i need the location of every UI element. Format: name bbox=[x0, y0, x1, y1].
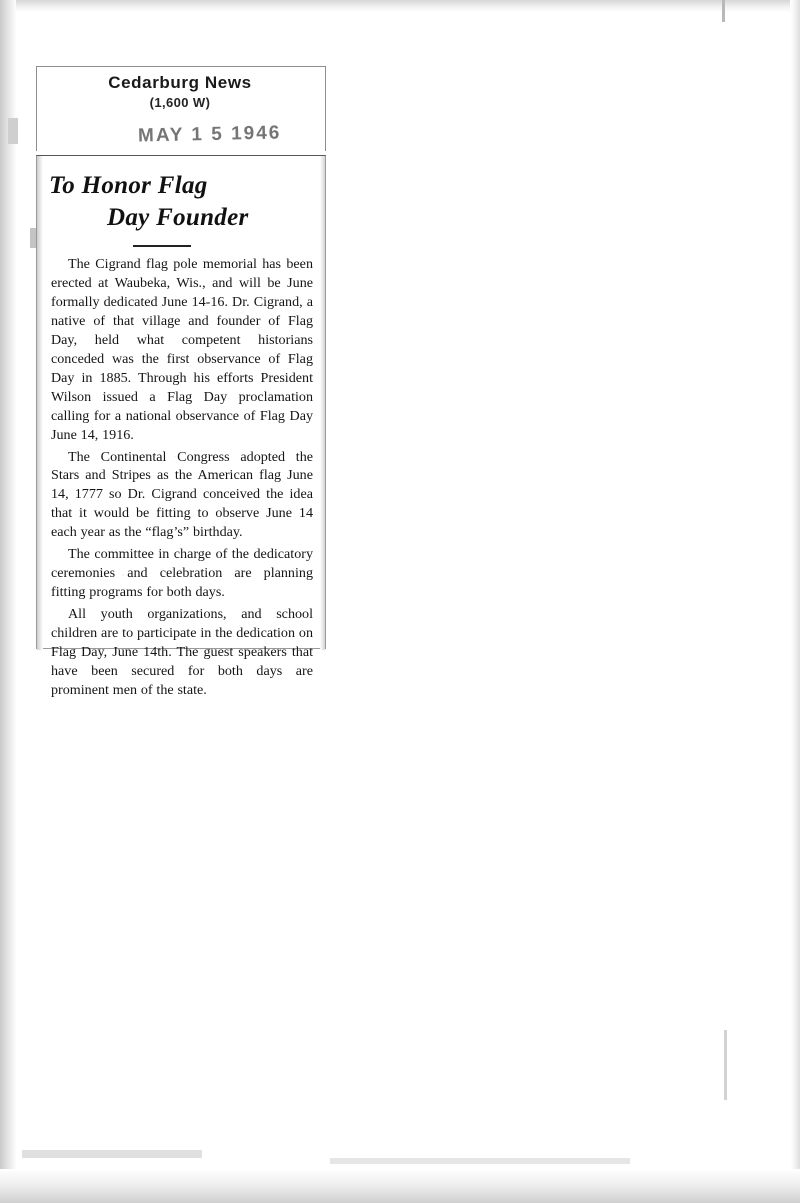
date-stamp: MAY 1 5 1946 bbox=[137, 122, 282, 147]
article-body bbox=[37, 255, 325, 700]
article-paragraph: The Cigrand flag pole memorial has been erected at Waubeka, Wis., and will be June formally dedicated June 14-16. Dr. Cigrand, a native of that village and founder of Flag Day, held what competent historians conceded was the first observance of Flag Day in 1885. Through his efforts President Wilson issued a Flag Day proclamation calling for a national observance of Flag Day June 14, 1916. bbox=[51, 256, 313, 443]
article-paragraph: The committee in charge of the dedicatory ceremonies and celebration are planning fitting programs for both days. bbox=[51, 546, 313, 601]
source-publication-name: Cedarburg News bbox=[108, 73, 252, 92]
scan-edge-left bbox=[0, 0, 16, 1203]
headline-line-2: Day Founder bbox=[107, 203, 249, 231]
headline-divider-rule bbox=[133, 245, 191, 247]
clipping-edge-left bbox=[37, 156, 43, 650]
circulation-note: (1,600 W) bbox=[149, 95, 211, 110]
scan-edge-top bbox=[0, 0, 800, 12]
headline-line-1: To Honor Flag bbox=[49, 172, 208, 199]
scan-edge-bottom bbox=[0, 1169, 800, 1203]
scan-artifact bbox=[724, 1030, 727, 1100]
scan-artifact bbox=[22, 1150, 202, 1158]
scan-artifact bbox=[722, 0, 725, 22]
scan-artifact bbox=[330, 1158, 630, 1164]
scan-edge-right bbox=[790, 0, 800, 1203]
clipping-edge-right bbox=[320, 156, 325, 650]
article-headline bbox=[37, 156, 325, 233]
article-paragraph: All youth organizations, and school children are to participate in the dedication on Flag Day, June 14th. The guest speakers that have been secured for both days are prominent men of the state. bbox=[51, 606, 313, 698]
scan-artifact bbox=[8, 118, 18, 144]
article-paragraph: The Continental Congress adopted the Stars and Stripes as the American flag June 14, 1777 so Dr. Cigrand conceived the idea that it would be fitting to observe June 14 each year as the “flag’s” birthday. bbox=[51, 448, 313, 541]
newspaper-clipping bbox=[36, 155, 326, 698]
